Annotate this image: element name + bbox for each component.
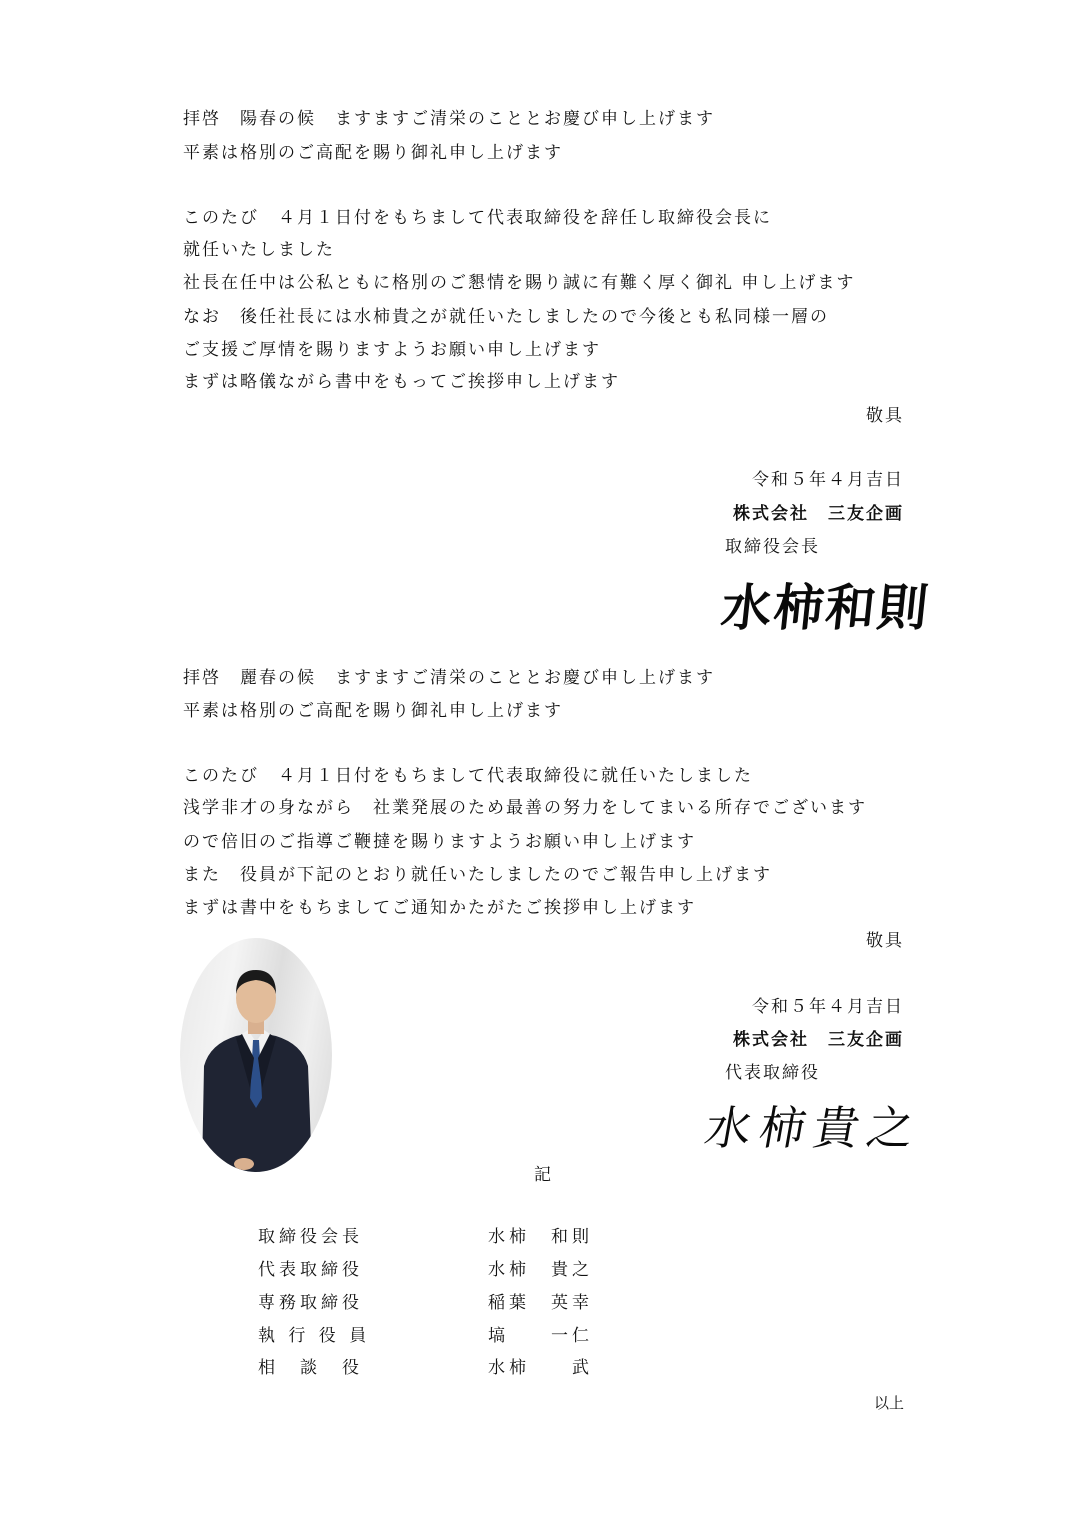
roster-role: 取締役会長 (258, 1227, 363, 1247)
letter-2-line: 平素は格別のご高配を賜り御礼申し上げます (183, 701, 563, 721)
letter-2-signature: 水柿貴之 (700, 1101, 927, 1155)
roster-name: 水柿 武 (488, 1358, 593, 1378)
letter-1-title: 取締役会長 (725, 537, 820, 557)
letter-2-line: まずは書中をもちましてご通知かたがたご挨拶申し上げます (183, 898, 696, 918)
letter-1-line: このたび ４月１日付をもちまして代表取締役を辞任し取締役会長に (183, 208, 772, 228)
letter-2-line: 浅学非才の身ながら 社業発展のため最善の努力をしてまいる所存でございます (183, 798, 867, 818)
portrait-photo (180, 938, 332, 1172)
letter-2-date: 令和５年４月吉日 (752, 997, 904, 1017)
letter-1-line: まずは略儀ながら書中をもってご挨拶申し上げます (183, 372, 620, 392)
notice-end: 以上 (873, 1394, 904, 1412)
roster-name: 水柿 和則 (488, 1227, 593, 1247)
letter-2-closing: 敬具 (866, 931, 904, 951)
letter-1-line: 社長在任中は公私ともに格別のご懇情を賜り誠に有難く厚く御礼 申し上げます (183, 273, 856, 293)
letter-1-date: 令和５年４月吉日 (752, 470, 904, 490)
letter-2-line: 拝啓 麗春の候 ますますご清栄のこととお慶び申し上げます (183, 668, 715, 688)
portrait-illustration (180, 938, 332, 1172)
notice-heading: 記 (534, 1165, 551, 1185)
letter-1-company: 株式会社 三友企画 (733, 504, 904, 524)
roster-name: 塙 一仁 (488, 1326, 593, 1346)
letter-1-closing: 敬具 (866, 406, 904, 426)
roster-name: 稲葉 英幸 (488, 1293, 593, 1313)
letter-1-line: 就任いたしました (183, 240, 335, 260)
roster-role: 代表取締役 (258, 1260, 363, 1280)
roster-name: 水柿 貴之 (488, 1260, 593, 1280)
roster-role: 専務取締役 (258, 1293, 363, 1313)
letter-1-signature: 水柿和則 (718, 579, 933, 637)
letter-2-company: 株式会社 三友企画 (733, 1030, 904, 1050)
letter-2-line: また 役員が下記のとおり就任いたしましたのでご報告申し上げます (183, 865, 772, 885)
roster-role: 相 談 役 (258, 1358, 363, 1378)
letter-2-line: ので倍旧のご指導ご鞭撻を賜りますようお願い申し上げます (183, 832, 696, 852)
letter-1-line: 拝啓 陽春の候 ますますご清栄のこととお慶び申し上げます (183, 109, 715, 129)
letter-1-line: 平素は格別のご高配を賜り御礼申し上げます (183, 143, 563, 163)
letter-2-line: このたび ４月１日付をもちまして代表取締役に就任いたしました (183, 766, 753, 786)
letter-1-line: ご支援ご厚情を賜りますようお願い申し上げます (183, 340, 601, 360)
letter-2-title: 代表取締役 (725, 1063, 820, 1083)
roster-role: 執 行 役 員 (258, 1326, 371, 1346)
letter-1-line: なお 後任社長には水柿貴之が就任いたしましたので今後とも私同様一層の (183, 307, 829, 327)
